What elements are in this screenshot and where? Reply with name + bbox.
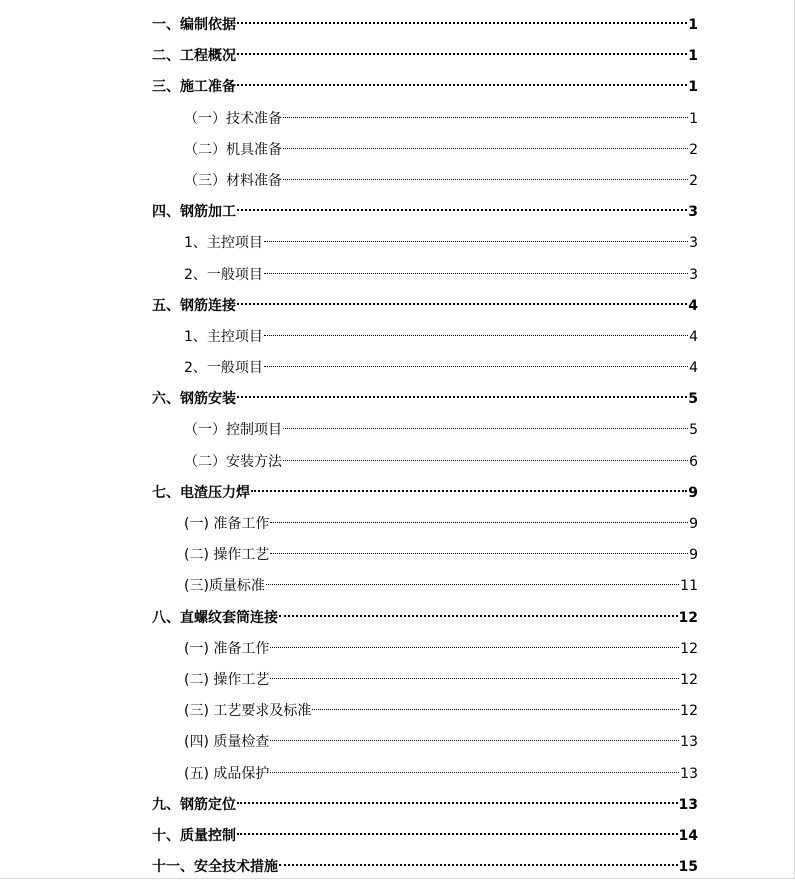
toc-entry-section[interactable]	[152, 10, 698, 41]
toc-entry-title: (一) 准备工作	[184, 640, 270, 657]
toc-entry-page-number: 9	[689, 547, 698, 564]
toc-entry-subsection[interactable]	[152, 634, 698, 665]
toc-entry-section[interactable]	[152, 852, 698, 883]
dot-leader	[264, 273, 688, 274]
toc-entry-section[interactable]	[152, 478, 698, 509]
toc-entry-title: (五) 成品保护	[184, 765, 270, 782]
toc-entry-page-number: 5	[689, 422, 698, 439]
dot-leader	[283, 117, 688, 118]
toc-entry-title: 三、施工准备	[152, 79, 236, 96]
toc-entry-section[interactable]	[152, 603, 698, 634]
dot-leader	[283, 179, 688, 180]
toc-entry-title: （一）控制项目	[184, 422, 282, 439]
toc-entry-subsection[interactable]	[152, 509, 698, 540]
toc-entry-title: (二) 操作工艺	[184, 547, 270, 564]
toc-entry-title: 六、钢筋安装	[152, 391, 236, 408]
toc-entry-section[interactable]	[152, 291, 698, 322]
dot-leader	[237, 22, 687, 24]
toc-entry-subsection[interactable]	[152, 571, 698, 602]
toc-entry-title: （一）技术准备	[184, 110, 282, 127]
toc-entry-page-number: 12	[680, 671, 698, 688]
toc-entry-title: (三) 工艺要求及标准	[184, 703, 312, 720]
toc-entry-title: 一、编制依据	[152, 17, 236, 33]
toc-entry-title: 八、直螺纹套筒连接	[152, 609, 278, 626]
toc-entry-page-number: 1	[688, 48, 698, 65]
toc-entry-page-number: 13	[680, 765, 698, 782]
toc-entry-page-number: 3	[689, 266, 698, 283]
toc-entry-title: 十一、安全技术措施	[152, 859, 278, 876]
toc-entry-page-number: 1	[689, 110, 698, 127]
toc-entry-subsection[interactable]	[152, 665, 698, 696]
toc-entry-page-number: 3	[688, 204, 698, 221]
toc-entry-page-number: 3	[689, 235, 698, 252]
dot-leader	[237, 303, 687, 305]
toc-entry-title: （三）材料准备	[184, 172, 282, 189]
toc-entry-subsection[interactable]	[152, 135, 698, 166]
toc-entry-section[interactable]	[152, 821, 698, 852]
toc-entry-title: 七、电渣压力焊	[152, 484, 250, 501]
toc-entry-subsection[interactable]	[152, 353, 698, 384]
toc-entry-page-number: 14	[678, 827, 698, 844]
toc-entry-subsection[interactable]	[152, 166, 698, 197]
dot-leader	[266, 584, 679, 585]
toc-entry-subsection[interactable]	[152, 540, 698, 571]
toc-entry-section[interactable]	[152, 197, 698, 228]
dot-leader	[279, 615, 678, 617]
toc-entry-page-number: 4	[689, 328, 698, 345]
toc-entry-page-number: 12	[678, 609, 698, 626]
toc-entry-page-number: 1	[688, 79, 698, 96]
toc-entry-subsection[interactable]	[152, 759, 698, 790]
toc-entry-page-number: 12	[680, 640, 698, 657]
dot-leader	[264, 335, 688, 336]
toc-entry-page-number: 5	[688, 391, 698, 408]
toc-entry-subsection[interactable]	[152, 104, 698, 135]
dot-leader	[237, 53, 687, 55]
dot-leader	[270, 740, 679, 741]
toc-entry-title: 2、一般项目	[184, 360, 263, 377]
toc-entry-subsection[interactable]	[152, 696, 698, 727]
dot-leader	[283, 148, 688, 149]
toc-entry-page-number: 1	[688, 17, 698, 33]
dot-leader	[270, 647, 679, 648]
toc-entry-title: 五、钢筋连接	[152, 297, 236, 314]
toc-entry-title: （二）机具准备	[184, 141, 282, 158]
toc-entry-title: 四、钢筋加工	[152, 204, 236, 221]
toc-entry-title: 二、工程概况	[152, 48, 236, 65]
toc-entry-section[interactable]	[152, 41, 698, 72]
toc-entry-title: (三)质量标准	[184, 578, 265, 595]
toc-entry-title: 九、钢筋定位	[152, 796, 236, 813]
toc-entry-subsection[interactable]	[152, 727, 698, 758]
toc-entry-page-number: 12	[680, 703, 698, 720]
toc-entry-page-number: 2	[689, 172, 698, 189]
dot-leader	[270, 772, 679, 773]
dot-leader	[237, 833, 678, 835]
toc-entry-title: (二) 操作工艺	[184, 671, 270, 688]
toc-entry-page-number: 9	[688, 484, 698, 501]
toc-entry-page-number: 15	[678, 859, 698, 876]
toc-entry-section[interactable]	[152, 790, 698, 821]
toc-entry-page-number: 2	[689, 141, 698, 158]
toc-entry-page-number: 9	[689, 516, 698, 532]
toc-entry-section[interactable]	[152, 72, 698, 103]
toc-entry-subsection[interactable]	[152, 415, 698, 446]
dot-leader	[237, 802, 678, 804]
toc-entry-title: （二）安装方法	[184, 453, 282, 470]
dot-leader	[270, 678, 679, 679]
toc-entry-page-number: 4	[689, 360, 698, 377]
dot-leader	[264, 366, 688, 367]
dot-leader	[283, 428, 688, 429]
toc-entry-subsection[interactable]	[152, 322, 698, 353]
toc-entry-title: (四) 质量检查	[184, 734, 270, 751]
toc-entry-page-number: 13	[680, 734, 698, 751]
toc-entry-section[interactable]	[152, 384, 698, 415]
dot-leader	[312, 709, 679, 710]
toc-entry-subsection[interactable]	[152, 260, 698, 291]
toc-entry-title: 十、质量控制	[152, 827, 236, 844]
toc-entry-title: 1、主控项目	[184, 235, 263, 252]
dot-leader	[237, 396, 687, 398]
dot-leader	[279, 864, 678, 866]
toc-entry-subsection[interactable]	[152, 447, 698, 478]
toc-entry-page-number: 13	[678, 796, 698, 813]
toc-entry-title: 1、主控项目	[184, 328, 263, 345]
toc-entry-subsection[interactable]	[152, 228, 698, 259]
dot-leader	[264, 241, 688, 242]
toc-entry-page-number: 4	[688, 297, 698, 314]
dot-leader	[283, 460, 688, 461]
table-of-contents	[152, 10, 698, 883]
toc-entry-page-number: 6	[689, 453, 698, 470]
toc-entry-title: (一) 准备工作	[184, 516, 270, 532]
toc-entry-title: 2、一般项目	[184, 266, 263, 283]
dot-leader	[270, 553, 688, 554]
dot-leader	[270, 522, 688, 523]
toc-entry-page-number: 11	[680, 578, 698, 595]
dot-leader	[251, 490, 687, 492]
dot-leader	[237, 209, 687, 211]
dot-leader	[237, 84, 687, 86]
